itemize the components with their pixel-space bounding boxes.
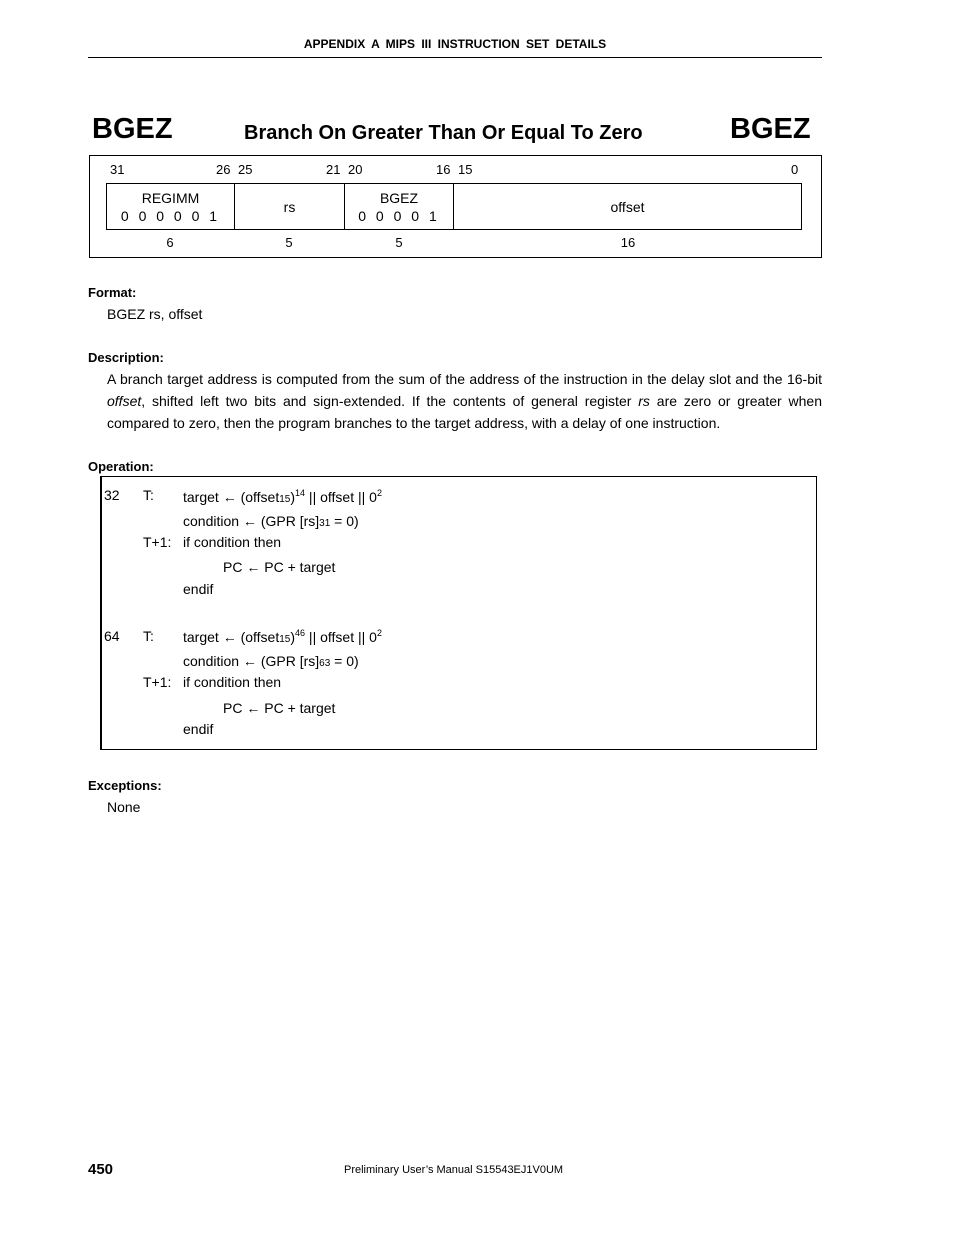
field-regimm — [107, 184, 235, 229]
bit-position: 26 — [216, 162, 231, 177]
operation-line: PC ← PC + target — [223, 559, 336, 575]
footer-manual-title: Preliminary User’s Manual S15543EJ1V0UM — [344, 1164, 564, 1176]
field-name: REGIMM — [141, 189, 200, 206]
description-heading: Description: — [88, 350, 164, 365]
page-number: 450 — [88, 1161, 114, 1178]
bit-position: 15 — [458, 162, 473, 177]
bit-position: 21 — [326, 162, 341, 177]
operation-line: if condition then — [183, 534, 282, 550]
mnemonic-right: BGEZ — [730, 113, 811, 145]
mnemonic-left: BGEZ — [92, 113, 173, 145]
time-label: T+1: — [143, 674, 172, 690]
bit-position: 31 — [110, 162, 125, 177]
field-name: BGEZ — [379, 189, 419, 206]
field-bgez — [345, 184, 454, 229]
field-width: 6 — [166, 235, 174, 250]
exceptions-text: None — [107, 799, 141, 815]
operation-line: endif — [183, 721, 214, 737]
operation-line: endif — [183, 581, 214, 597]
exceptions-heading: Exceptions: — [88, 778, 162, 793]
operation-line: target ← (offset15)$^{14}$ || offset || $0^2$ — [183, 488, 382, 505]
bit-position: 20 — [348, 162, 363, 177]
operation-heading: Operation: — [88, 459, 154, 474]
bit-position: 16 — [436, 162, 451, 177]
bit-position: 0 — [791, 162, 799, 177]
time-label: T: — [143, 487, 154, 503]
instruction-title: Branch On Greater Than Or Equal To Zero — [244, 122, 643, 144]
field-name: offset — [610, 198, 645, 215]
field-offset — [454, 184, 801, 229]
mode-label-32: 32 — [104, 487, 120, 503]
header-rule — [88, 57, 822, 58]
time-label: T: — [143, 628, 154, 644]
field-code: 0 0 0 0 0 1 — [120, 207, 221, 224]
field-code: 0 0 0 0 1 — [358, 207, 440, 224]
field-name: rs — [283, 198, 296, 215]
mode-label-64: 64 — [104, 628, 120, 644]
bit-position: 25 — [238, 162, 253, 177]
operation-line: target ← (offset15)$^{46}$ || offset || $0^2$ — [183, 628, 382, 645]
field-width: 16 — [620, 235, 636, 250]
description-text: A branch target address is computed from the sum of the address of the instruction in the delay slot and the 16-bit offset, shifted left two bits and sign-extended. If the contents of general register rs are zero or greater when compared to zero, then the program branches to the target address, with a delay of one instruction. — [107, 371, 822, 431]
time-label: T+1: — [143, 534, 172, 550]
instruction-fields — [106, 183, 802, 230]
running-header: APPENDIX A MIPS III INSTRUCTION SET DETAILS — [303, 37, 607, 51]
field-width: 5 — [395, 235, 403, 250]
field-rs — [235, 184, 345, 229]
operation-line: PC ← PC + target — [223, 700, 336, 716]
operation-line: if condition then — [183, 674, 282, 690]
format-syntax: BGEZ rs, offset — [107, 306, 203, 322]
operation-line: condition ← (GPR [rs]63 = 0) — [183, 653, 359, 669]
operation-line: condition ← (GPR [rs]31 = 0) — [183, 513, 359, 529]
field-width: 5 — [285, 235, 293, 250]
format-heading: Format: — [88, 285, 137, 300]
